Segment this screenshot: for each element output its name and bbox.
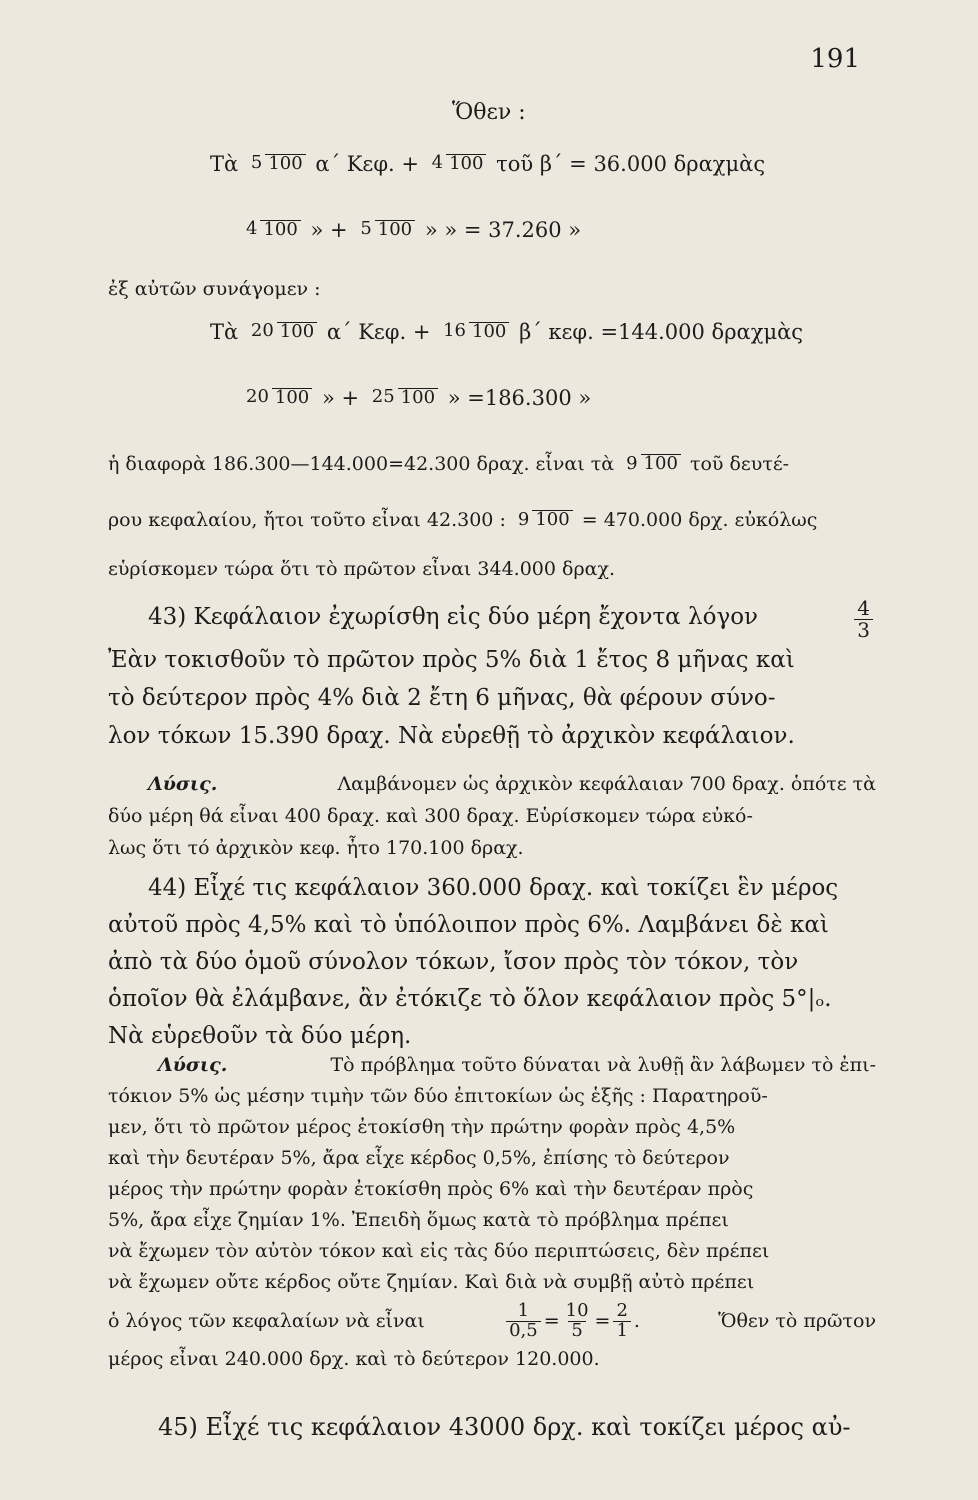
ratio-line: ὁ λόγος τῶν κεφαλαίων νὰ εἶναι $\frac{1}{0,5}$ = $\frac{10}{5}$ = $\frac{2}{1}$ . Ὅθεν τὸ πρῶτον — [108, 1299, 876, 1341]
difference-line — [108, 452, 789, 492]
fraction: 9 100 — [623, 454, 681, 474]
fraction: 25 100 — [369, 388, 438, 408]
equation-mid: » + — [321, 385, 360, 410]
problem-43-line-4: λον τόκων 15.390 δραχ. Νὰ εὑρεθῇ τὸ ἀρχικὸν κεφάλαιον. — [108, 723, 795, 749]
fraction: 20 100 — [243, 388, 312, 408]
section-header: Ὅθεν : — [452, 100, 526, 125]
equation-tail: τοῦ β΄ = 36.000 δραχμὰς — [496, 151, 766, 176]
equation-mid: α΄ Κεφ. + — [315, 151, 419, 176]
capital-text: ρου κεφαλαίου, ἤτοι τοῦτο εἶναι 42.300 : — [108, 509, 506, 531]
ratio-equation: $\frac{1}{0,5}$ = $\frac{10}{5}$ = $\frac{2}{1}$ . — [503, 1302, 640, 1341]
equation-3 — [210, 318, 803, 358]
equation-tail: » =186.300 » — [447, 385, 592, 410]
equation-mid: α΄ Κεφ. + — [326, 319, 431, 344]
page-number: 191 — [810, 44, 860, 74]
problem-45: 45) Εἶχέ τις κεφάλαιον 43000 δρχ. καὶ τοκίζει μέρος αὐ- — [158, 1413, 851, 1441]
problem-43-line-3: τὸ δεύτερον πρὸς 4% διὰ 2 ἔτη 6 μῆνας, θὰ φέρουν σύνο- — [108, 685, 776, 711]
fraction: 4 100 — [429, 154, 487, 174]
difference-text: ἡ διαφορὰ 186.300—144.000=42.300 δραχ. εἶναι τὰ — [108, 453, 615, 475]
equation-tail: » » = 37.260 » — [424, 217, 582, 242]
problem-43-line-1: 43) Κεφάλαιον ἐχωρίσθη εἰς δύο μέρη ἔχοντα λόγον $\frac{4}{3}$ — [108, 598, 876, 641]
equation-lead: Τὰ — [210, 151, 239, 176]
solution-43: Λύσις. Λαμβάνομεν ὡς ἀρχικὸν κεφάλαιαν 700 δραχ. ὁπότε τὰ δύο μέρη θά εἶναι 400 δραχ. καὶ 300 δραχ. Εὑρίσκομεν τώρα εὐκό- λως ὅτι τό ἀρχικὸν κεφ. ἦτο 170.100 δραχ. — [108, 768, 876, 864]
problem-43 — [108, 598, 876, 755]
fraction: 5 100 — [357, 220, 415, 240]
fraction: 20 100 — [248, 322, 317, 342]
solution-label: Λύσις. — [158, 1054, 228, 1076]
found-line: εὑρίσκομεν τώρα ὅτι τὸ πρῶτον εἶναι 344.000 δραχ. — [108, 558, 616, 580]
problem-44: 44) Εἶχέ τις κεφάλαιον 360.000 δραχ. καὶ τοκίζει ἓν μέρος αὐτοῦ πρὸς 4,5% καὶ τὸ ὑπόλοιπον πρὸς 6%. Λαμβάνει δὲ καὶ ἀπὸ τὰ δύο ὁμοῦ σύνολον τόκων, ἴσον πρὸς τὸν τόκον, τὸν ὁποῖον θὰ ἐλάμβανε, ἂν ἐτόκιζε τὸ ὅλον κεφάλαιον πρὸς 5°|ₒ. Νὰ εὑρεθοῦν τὰ δύο μέρη. — [108, 875, 839, 1049]
solution-label: Λύσις. — [148, 773, 218, 795]
conclusion-text: ἐξ αὐτῶν συνάγομεν : — [108, 278, 321, 300]
fraction: 5 100 — [248, 154, 306, 174]
fraction: 9 100 — [515, 510, 573, 530]
equation-2 — [240, 216, 581, 256]
difference-tail: τοῦ δευτέ- — [689, 453, 790, 475]
problem-43-line-2: Ἐὰν τοκισθοῦν τὸ πρῶτον πρὸς 5% διὰ 1 ἔτος 8 μῆνας καὶ — [108, 647, 795, 673]
capital-line — [108, 508, 817, 548]
fraction: 4 100 — [243, 220, 301, 240]
equation-tail: β΄ κεφ. =144.000 δραχμὰς — [519, 319, 804, 344]
ratio-fraction: $\frac{4}{3}$ — [854, 598, 873, 641]
solution-44: Λύσις. Τὸ πρόβλημα τοῦτο δύναται νὰ λυθῇ ἂν λάβωμεν τὸ ἐπι- τόκιον 5% ὡς μέσην τιμὴν τῶν δύο ἐπιτοκίων ὡς ἑξῆς : Παρατηροῦ- μεν, ὅτι τὸ πρῶτον μέρος ἐτοκίσθη τὴν πρώτην φορὰν πρὸς 4,5% καὶ τὴν δευτέραν 5%, ἄρα εἶχε κέρδος 0,5%, ἐπίσης τὸ δεύτερον μέρος τὴν πρώτην φορὰν ἐτοκίσθη πρὸς 6% καὶ τὴν δευτέραν πρὸς 5%, ἄρα εἶχε ζημίαν 1%. Ἐπειδὴ ὅμως κατὰ τὸ πρόβλημα πρέπει νὰ ἔχωμεν τὸν αὐτὸν τόκον καὶ εἰς τὰς δύο περιπτώσεις, δὲν πρέπει νὰ ἔχωμεν οὔτε κέρδος οὔτε ζημίαν. Καὶ διὰ νὰ συμβῇ αὐτὸ πρέπει ὁ λόγος τῶν κεφαλαίων νὰ εἶναι $\frac{1}{0,5}$ = $\frac{10}{5}$ = $\frac{2}{1}$ . Ὅθεν τὸ πρῶτον μέρος εἶναι 240.000 δρχ. καὶ τὸ δεύτερον 120.000. — [108, 1050, 876, 1375]
equation-mid: » + — [310, 217, 348, 242]
equation-4 — [240, 384, 591, 424]
equation-lead: Τὰ — [210, 319, 239, 344]
capital-tail: = 470.000 δρχ. εὐκόλως — [581, 509, 818, 531]
fraction: 16 100 — [440, 322, 509, 342]
equation-1 — [210, 150, 765, 190]
